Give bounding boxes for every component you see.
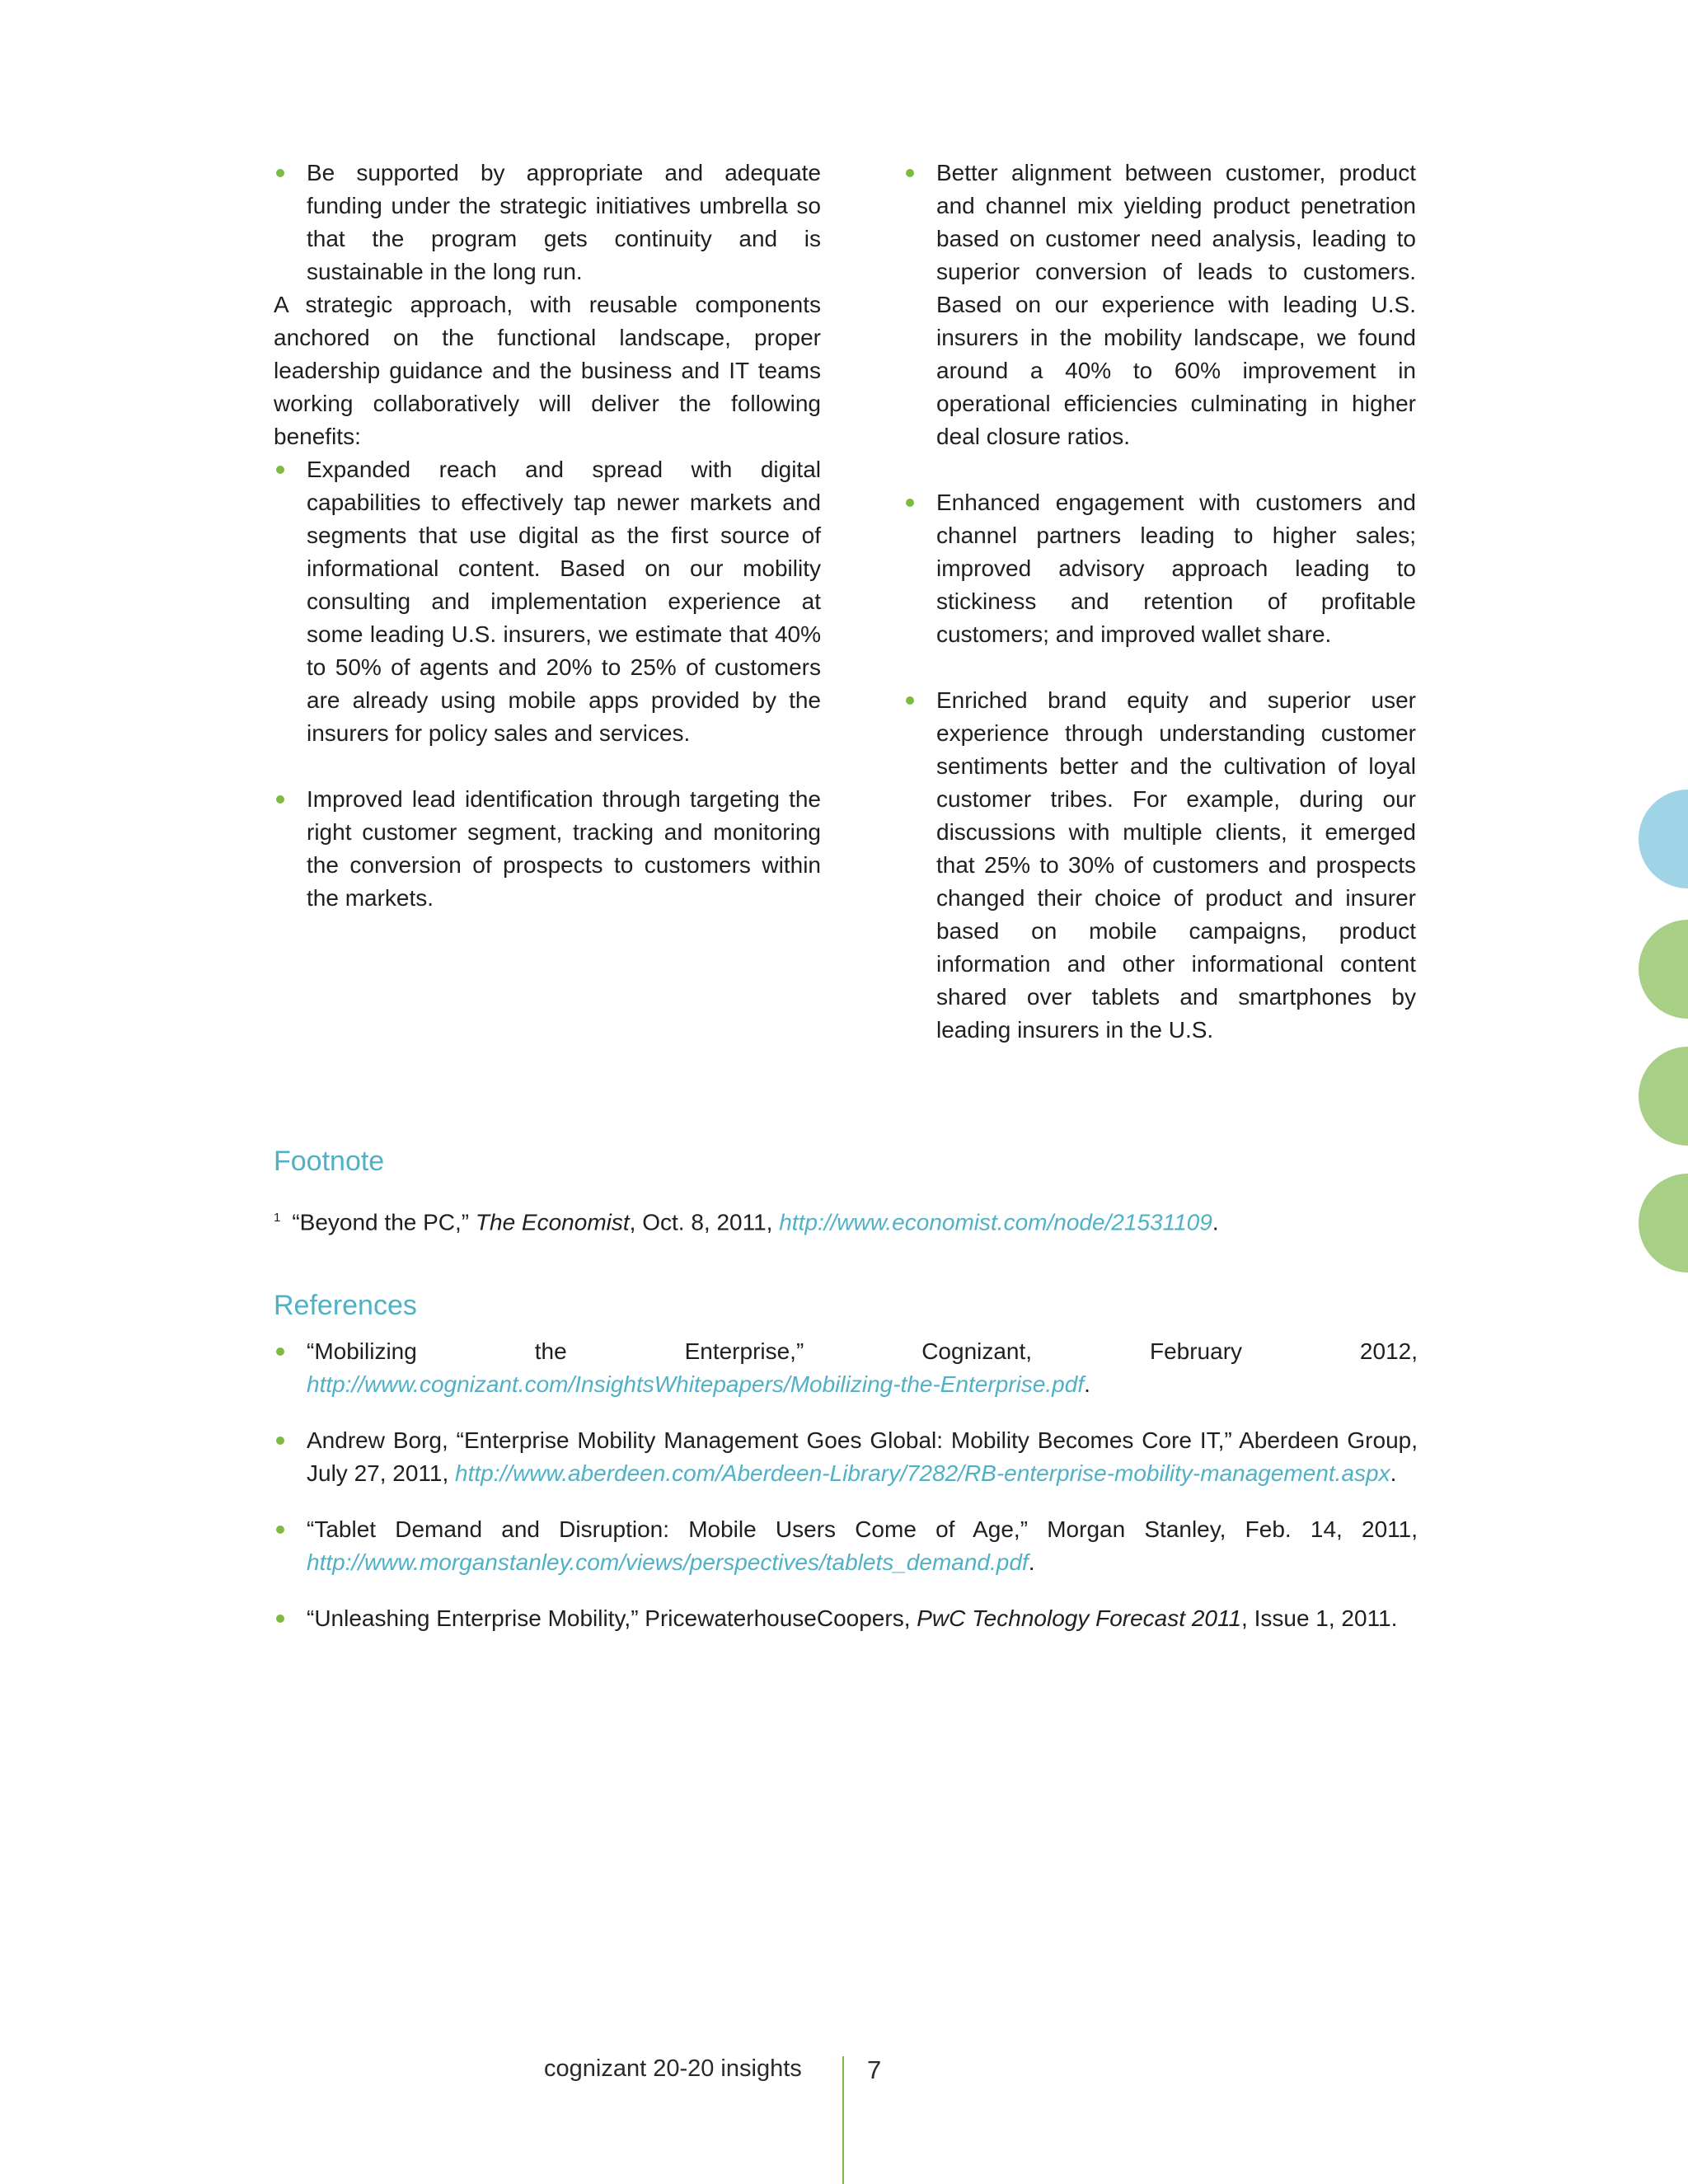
reference-link[interactable]: http://www.cognizant.com/InsightsWhitepapers/Mobilizing-the-Enterprise.pdf [307, 1371, 1085, 1397]
reference-text: “Tablet Demand and Disruption: Mobile Users Come of Age,” Morgan Stanley, Feb. 14, 2011, [307, 1516, 1418, 1542]
reference-period: . [1084, 1371, 1090, 1397]
right-bullets [903, 157, 1416, 1047]
reference-item [274, 1602, 1418, 1635]
footnote-heading: Footnote [274, 1146, 385, 1177]
footer-divider [842, 2056, 844, 2184]
reference-item [274, 1513, 1418, 1579]
reference-period: . [1390, 1460, 1397, 1486]
reference-period: . [1028, 1549, 1035, 1575]
list-item: Improved lead identification through targeting the right customer segment, tracking and monitoring the conversion of prospects to customers within the markets. [274, 783, 821, 915]
footnote-date: , Oct. 8, 2011, [629, 1209, 780, 1235]
list-item: Enhanced engagement with customers and channel partners leading to higher sales; improved advisory approach leading to stickiness and retention of profitable customers; and improved wallet share. [903, 486, 1416, 651]
decorative-circle-green [1639, 1047, 1688, 1146]
right-column [903, 157, 1416, 1047]
body-paragraph: A strategic approach, with reusable components anchored on the functional landscape, proper leadership guidance and the business and IT teams working collaboratively will deliver the following benefits: [274, 292, 821, 449]
list-item: Enriched brand equity and superior user experience through understanding customer sentiments better and the cultivation of loyal customer tribes. For example, during our discussions with multiple clients, it emerged that 25% to 30% of customers and prospects changed their choice of product and insurer based on mobile campaigns, product information and other informational content shared over tablets and smartphones by leading insurers in the U.S. [903, 684, 1416, 1047]
decorative-circle-green [1639, 1174, 1688, 1272]
decorative-circle-blue [1639, 790, 1688, 888]
reference-text: Andrew Borg, “Enterprise Mobility Management Goes Global: Mobility Becomes Core IT,” Aberdeen Group, July 27, 2011, [307, 1427, 1418, 1486]
footnote-period: . [1212, 1209, 1219, 1235]
reference-link[interactable]: http://www.morganstanley.com/views/perspectives/tablets_demand.pdf [307, 1549, 1029, 1575]
reference-item [274, 1424, 1418, 1490]
left-column [274, 157, 821, 915]
references-list [274, 1335, 1418, 1658]
footnote [274, 1202, 1419, 1239]
page-number: 7 [867, 2055, 882, 2084]
footnote-publication: The Economist [475, 1209, 630, 1235]
reference-text: “Mobilizing the Enterprise,” Cognizant, February 2012, [307, 1338, 1418, 1364]
footnote-text: “Beyond the PC,” [292, 1209, 476, 1235]
reference-publication: PwC Technology Forecast 2011 [917, 1605, 1242, 1631]
left-bullets [274, 453, 821, 915]
reference-link[interactable]: http://www.aberdeen.com/Aberdeen-Library/7282/RB-enterprise-mobility-management.aspx [455, 1460, 1390, 1486]
list-item: Be supported by appropriate and adequate funding under the strategic initiatives umbrella so that the program gets continuity and is sustainable in the long run. [274, 157, 821, 288]
footer-brand: cognizant 20-20 insights [544, 2055, 802, 2082]
reference-issue: , Issue 1, 2011. [1241, 1605, 1398, 1631]
left-bullets-top [274, 157, 821, 288]
reference-item [274, 1335, 1418, 1401]
list-item: Expanded reach and spread with digital capabilities to effectively tap newer markets and segments that use digital as the first source of informational content. Based on our mobility consulting and implementation experience at some leading U.S. insurers, we estimate that 40% to 50% of agents and 20% to 25% of customers are already using mobile apps provided by the insurers for policy sales and services. [274, 453, 821, 750]
reference-text: “Unleashing Enterprise Mobility,” PricewaterhouseCoopers, [307, 1605, 917, 1631]
list-item: Better alignment between customer, product and channel mix yielding product penetration based on customer need analysis, leading to superior conversion of leads to customers. Based on our experience with leading U.S. insurers in the mobility landscape, we found around a 40% to 60% improvement in operational efficiencies culminating in higher deal closure ratios. [903, 157, 1416, 453]
footnote-link[interactable]: http://www.economist.com/node/21531109 [779, 1209, 1212, 1235]
decorative-circle-green [1639, 920, 1688, 1019]
footnote-number: 1 [274, 1211, 281, 1225]
references-heading: References [274, 1290, 417, 1321]
